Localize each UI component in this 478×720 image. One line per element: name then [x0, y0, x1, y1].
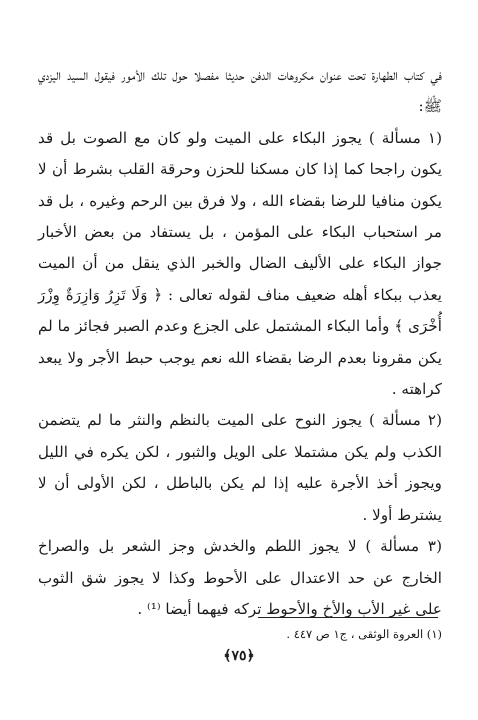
paragraph-issue-2: (٢ مسألة ) يجوز النوح على الميت بالنظم والنثر ما لم يتضمن الكذب ولم يكن مشتملا على الويل والثبور ، لكن يكره في الليل ويجوز أخذ الأجرة عليه إذا لم يكن بالباطل ، لكن الأولى أن لا يشترط أولا . [38, 411, 442, 524]
body-text [38, 60, 442, 625]
paragraph-issue-1: (١ مسألة ) يجوز البكاء على الميت ولو كان مع الصوت بل قد يكون راجحا كما إذا كان مسكنا للحزن وحرقة القلب بشرط أن لا يكون منافيا للرضا بقضاء الله ، ولا فرق بين الرحم وغيره ، بل قد مر استحباب البكاء على المؤمن ، بل يستفاد من بعض الأخبار جواز البكاء على الأليف الضال والخبر الذي ينقل من أن الميت يعذب ببكاء أهله ضعيف مناف لقوله تعالى : ﴿ وَلَا تَزِرُ وَازِرَةٌ وِزْرَ أُخْرَى ﴾ وأما البكاء المشتمل على الجزع وعدم الصبر فجائز ما لم يكن مقرونا بعدم الرضا بقضاء الله نعم يوجب حبط الأجر ولا يبعد كراهته . [38, 128, 442, 399]
footnote-divider [258, 617, 438, 618]
page-number: ﴿٧٥﴾ [223, 648, 255, 664]
paragraph-intro: في كتاب الطهارة تحت عنوان مكروهات الدفن حديثا مفصلا حول تلك الأمور فيقول السيد اليزدي ﷺ: [38, 66, 442, 116]
footnote: (١) العروة الوثقى ، ج١ ص ٤٤٧ . [286, 627, 442, 641]
paragraph-issue-3: (٣ مسألة ) لا يجوز اللطم والخدش وجز الشعر بل والصراخ الخارج عن حد الاعتدال على الأحوط وكذا لا يجوز شق الثوب على غير الأب والأخ والأحوط تركه فيهما أيضا ⁽¹⁾ . [38, 537, 442, 618]
